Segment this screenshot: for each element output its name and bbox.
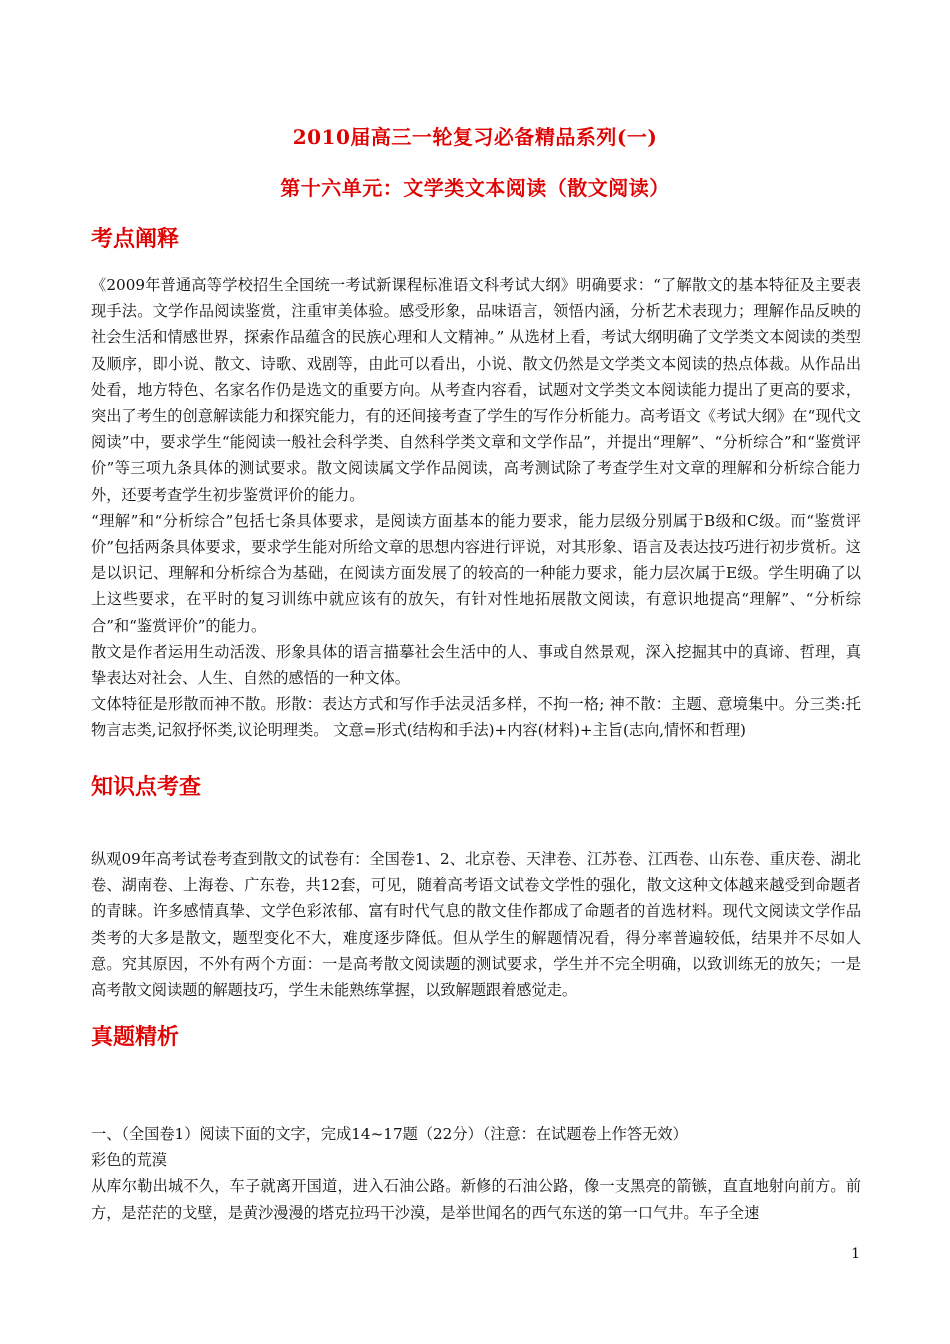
passage-text: 从库尔勒出城不久，车子就离开国道，进入石油公路。新修的石油公路，像一支黑亮的箭镞，直直地射向前方。前方，是茫茫的戈壁，是黄沙漫漫的塔克拉玛干沙漠，是举世闻名的西气东送的第一口气井。车子全速: [91, 1177, 861, 1222]
section-heading-kaodian: 考点阐释: [91, 226, 180, 252]
paragraph: “理解”和“分析综合”包括七条具体要求，是阅读方面基本的能力要求，能力层级分别属于B级和C级。而“鉴赏评价”包括两条具体要求，要求学生能对所给文章的思想内容进行评说，对其形象、语言及表达技巧进行初步赏析。这是以识记、理解和分析综合为基础，在阅读方面发展了的较高的一种能力要求，能力层次属于E级。学生明确了以上这些要求，在平时的复习训练中就应该有的放矢，有针对性地拓展散文阅读，有意识地提高“理解”、“分析综合”和“鉴赏评价”的能力。: [91, 511, 861, 635]
question-intro: 一、（全国卷1）阅读下面的文字，完成14~17题（22分）（注意：在试题卷上作答无效）: [91, 1125, 688, 1143]
section-heading-zhenti: 真题精析: [91, 1024, 180, 1050]
page-number: 1: [851, 1246, 860, 1262]
document-subtitle: 第十六单元：文学类文本阅读（散文阅读）: [280, 176, 670, 200]
section-body-zhenti: [91, 1121, 861, 1226]
paragraph: 散文是作者运用生动活泼、形象具体的语言描摹社会生活中的人、事或自然景观，深入挖掘其中的真谛、哲理，真挚表达对社会、人生、自然的感悟的一种文体。: [91, 642, 861, 688]
section-heading-zhishidian: 知识点考查: [91, 774, 202, 800]
paragraph: 文体特征是形散而神不散。形散：表达方式和写作手法灵活多样，不拘一格; 神不散：主题、意境集中。分三类:托物言志类,记叙抒怀类,议论明理类。 文意=形式(结构和手法)+内容(材料)+主旨(志向,情怀和哲理): [91, 695, 861, 740]
paragraph: 《2009年普通高等学校招生全国统一考试新课程标准语文科考试大纲》明确要求：“了解散文的基本特征及主要表现手法。文学作品阅读鉴赏，注重审美体验。感受形象，品味语言，领悟内涵，分析艺术表现力；理解作品反映的社会生活和情感世界，探索作品蕴含的民族心理和人文精神。” 从选材上看，考试大纲明确了文学类文本阅读的类型及顺序，即小说、散文、诗歌、戏剧等，由此可以看出，小说、散文仍然是文学类文本阅读的热点体裁。从作品出处看，地方特色、名家名作仍是选文的重要方向。从考查内容看，试题对文学类文本阅读能力提出了更高的要求，突出了考生的创意解读能力和探究能力，有的还间接考查了学生的写作分析能力。高考语文《考试大纲》在“现代文阅读”中，要求学生“能阅读一般社会科学类、自然科学类文章和文学作品”，并提出“理解”、“分析综合”和“鉴赏评价”等三项九条具体的测试要求。散文阅读属文学作品阅读，高考测试除了考查学生对文章的理解和分析综合能力外，还要考查学生初步鉴赏评价的能力。: [91, 276, 861, 504]
passage-title: 彩色的荒漠: [91, 1151, 167, 1170]
document-title: 2010届高三一轮复习必备精品系列(一): [292, 125, 658, 149]
paragraph: 纵观09年高考试卷考查到散文的试卷有：全国卷1、2、北京卷、天津卷、江苏卷、江西卷、山东卷、重庆卷、湖北卷、湖南卷、上海卷、广东卷，共12套，可见，随着高考语文试卷文学性的强化，散文这种文体越来越受到命题者的青睐。许多感情真挚、文学色彩浓郁、富有时代气息的散文佳作都成了命题者的首选材料。现代文阅读文学作品类考的大多是散文，题型变化不大，难度逐步降低。但从学生的解题情况看，得分率普遍较低，结果并不尽如人意。究其原因，不外有两个方面：一是高考散文阅读题的测试要求，学生并不完全明确，以致训练无的放矢；一是高考散文阅读题的解题技巧，学生未能熟练掌握，以致解题跟着感觉走。: [91, 850, 861, 1000]
section-body-zhishidian: [91, 846, 861, 1003]
section-body-kaodian: [91, 272, 861, 744]
